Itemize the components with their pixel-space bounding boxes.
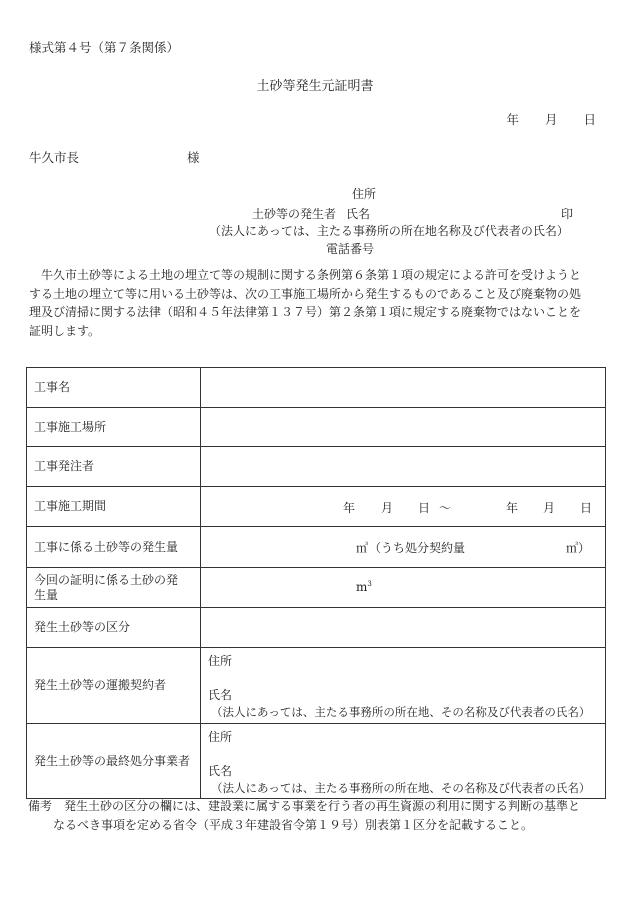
disposal-operator-field[interactable] <box>201 724 606 799</box>
soil-category-field[interactable] <box>201 608 606 648</box>
disposal-operator-label: 発生土砂等の最終処分事業者 <box>27 724 201 799</box>
issuer-line <box>252 205 370 222</box>
statement-line: 牛久市土砂等による土地の埋立て等の規制に関する条例第６条第１項の規定による許可を受けようと <box>29 268 582 282</box>
period-start-day: 日 <box>418 501 431 515</box>
date-month-label: 月 <box>544 112 558 127</box>
period-end-month: 月 <box>543 501 556 515</box>
period-end-day: 日 <box>580 501 593 515</box>
table-row <box>27 724 606 799</box>
construction-name-field[interactable] <box>201 368 606 408</box>
period-range-tilde: ～ <box>439 501 452 515</box>
transport-contractor-label: 発生土砂等の運搬契約者 <box>27 648 201 724</box>
table-row <box>27 648 606 724</box>
soil-volume-unit: ㎥ <box>356 541 369 555</box>
issue-date <box>484 110 596 128</box>
disposal-address-label: 住所 <box>208 730 233 744</box>
table-row <box>27 447 606 487</box>
soil-category-label: 発生土砂等の区分 <box>27 608 201 648</box>
period-start-year: 年 <box>343 501 356 515</box>
construction-period-field[interactable] <box>201 487 606 527</box>
remarks-line: なるべき事項を定める省令（平成３年建設省令第１９号）別表第１区分を記載すること。 <box>53 818 534 832</box>
soil-volume-label: 工事に係る土砂等の発生量 <box>27 527 201 568</box>
addressee-honorific: 様 <box>187 150 200 165</box>
document-title: 土砂等発生元証明書 <box>256 79 374 94</box>
table-row <box>27 527 606 568</box>
issuer-phone-label: 電話番号 <box>326 242 375 256</box>
seal-mark: 印 <box>561 207 574 221</box>
construction-site-label: 工事施工場所 <box>27 408 201 447</box>
issuer-role: 土砂等の発生者 <box>252 207 337 221</box>
addressee <box>29 148 200 166</box>
table-row <box>27 368 606 408</box>
certified-volume-label-line: 今回の証明に係る土砂の発 <box>34 572 179 587</box>
issuer-corporate-note: （法人にあっては、主たる事務所の所在地名称及び代表者の氏名） <box>209 224 569 238</box>
disposal-contract-unit: ㎥） <box>566 541 591 555</box>
disposal-contract-label: （うち処分契約量 <box>369 541 466 555</box>
construction-name-label: 工事名 <box>27 368 201 408</box>
client-label: 工事発注者 <box>27 447 201 487</box>
transport-address-label: 住所 <box>208 654 233 668</box>
client-field[interactable] <box>201 447 606 487</box>
construction-site-field[interactable] <box>201 408 606 447</box>
table-row <box>27 408 606 447</box>
table-row <box>27 568 606 608</box>
construction-period-label: 工事施工期間 <box>27 487 201 527</box>
issuer-name-label: 氏名 <box>346 207 371 221</box>
soil-volume-field[interactable] <box>201 527 606 568</box>
certified-volume-unit: $m^3$ <box>356 580 372 594</box>
date-day-label: 日 <box>583 112 596 127</box>
statement-line: 理及び清掃に関する法律（昭和４５年法律第１３７号）第２条第１項に規定する廃棄物ではないことを <box>29 305 582 319</box>
issuer-address-label: 住所 <box>352 187 377 201</box>
certification-statement <box>29 266 609 340</box>
statement-line: する土地の埋立て等に用いる土砂等は、次の工事施工場所から発生するものであること及び廃棄物の処 <box>29 286 582 301</box>
certified-volume-label-line: 生量 <box>34 587 59 602</box>
certified-volume-field[interactable] <box>201 568 606 608</box>
disposal-name-label: 氏名 <box>208 764 233 778</box>
remarks-line: 備考 発生土砂の区分の欄には、建設業に属する事業を行う者の再生資源の利用に関する判断の基準と <box>28 799 581 813</box>
transport-contractor-field[interactable] <box>201 648 606 724</box>
certified-volume-label <box>27 568 201 608</box>
transport-name-label: 氏名 <box>208 688 233 702</box>
details-table <box>26 367 606 799</box>
remarks <box>28 797 618 835</box>
period-end-year: 年 <box>506 501 519 515</box>
addressee-name: 牛久市長 <box>29 150 80 165</box>
table-row <box>27 608 606 648</box>
disposal-corporate-note: （法人にあっては、主たる事務所の所在地、その名称及び代表者の氏名） <box>211 781 591 795</box>
transport-corporate-note: （法人にあっては、主たる事務所の所在地、その名称及び代表者の氏名） <box>211 705 591 719</box>
period-start-month: 月 <box>381 501 394 515</box>
date-year-label: 年 <box>506 112 519 127</box>
form-number: 様式第４号（第７条関係） <box>29 40 180 55</box>
table-row <box>27 487 606 527</box>
statement-line: 証明します。 <box>29 323 101 338</box>
